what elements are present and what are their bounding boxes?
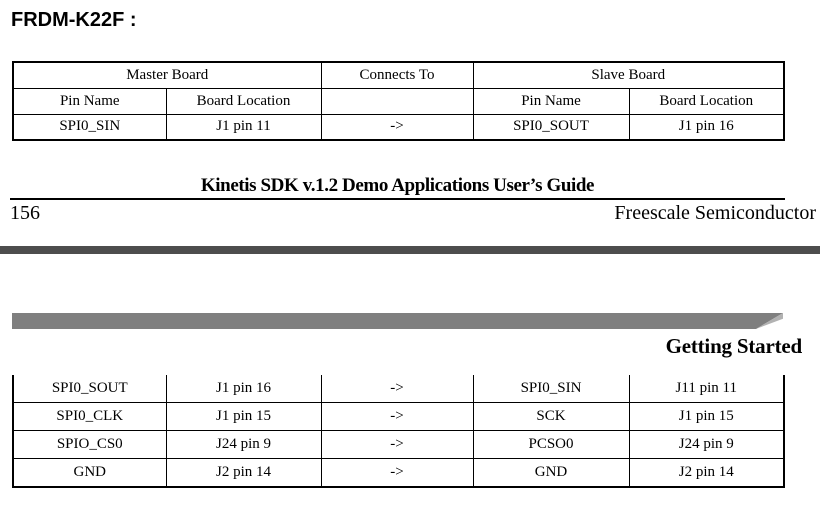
table-cell: -> <box>321 402 473 430</box>
table-row <box>13 430 784 458</box>
chapter-title: Getting Started <box>665 334 802 358</box>
footer-rule <box>10 198 785 200</box>
table-cell: SPI0_SOUT <box>473 114 629 140</box>
column-header <box>321 88 473 114</box>
table-cell: -> <box>321 458 473 487</box>
column-header: Board Location <box>166 88 321 114</box>
column-header: Pin Name <box>473 88 629 114</box>
chapter-header-bar-main <box>12 313 783 332</box>
table-cell: GND <box>473 458 629 487</box>
slave-board-group-header: Slave Board <box>473 62 784 88</box>
table-cell: J1 pin 11 <box>166 114 321 140</box>
master-board-group-header: Master Board <box>13 62 321 88</box>
table-cell: SCK <box>473 402 629 430</box>
table-row <box>13 458 784 487</box>
table-cell: J1 pin 15 <box>166 402 321 430</box>
table-cell: J2 pin 14 <box>166 458 321 487</box>
section-heading: FRDM-K22F : <box>11 9 137 31</box>
table-cell: J2 pin 14 <box>629 458 784 487</box>
table-cell: SPIO_CS0 <box>13 430 166 458</box>
table-row <box>13 114 784 140</box>
table-group-header-row <box>13 62 784 88</box>
table-cell: SPI0_CLK <box>13 402 166 430</box>
connects-to-group-header: Connects To <box>321 62 473 88</box>
table-cell: SPI0_SOUT <box>13 375 166 402</box>
table-cell: J1 pin 16 <box>166 375 321 402</box>
table-cell: -> <box>321 430 473 458</box>
chapter-header-bar <box>12 313 783 332</box>
pin-connection-table-page2 <box>12 375 785 488</box>
table-cell: J1 pin 16 <box>629 114 784 140</box>
table-cell: J11 pin 11 <box>629 375 784 402</box>
pin-connection-table-page1 <box>12 61 785 141</box>
publisher-name: Freescale Semiconductor <box>614 202 816 224</box>
table-column-header-row <box>13 88 784 114</box>
table-cell: SPI0_SIN <box>473 375 629 402</box>
page-separator-bar <box>0 246 820 254</box>
table-cell: J24 pin 9 <box>166 430 321 458</box>
table-cell: J24 pin 9 <box>629 430 784 458</box>
column-header: Pin Name <box>13 88 166 114</box>
table-cell: J1 pin 15 <box>629 402 784 430</box>
table-cell: -> <box>321 114 473 140</box>
document-title: Kinetis SDK v.1.2 Demo Applications User’s Guide <box>200 175 595 196</box>
table-cell: SPI0_SIN <box>13 114 166 140</box>
page-number: 156 <box>10 202 40 224</box>
table-row <box>13 375 784 402</box>
table-cell: PCSO0 <box>473 430 629 458</box>
column-header: Board Location <box>629 88 784 114</box>
table-cell: -> <box>321 375 473 402</box>
table-cell: GND <box>13 458 166 487</box>
table-row <box>13 402 784 430</box>
